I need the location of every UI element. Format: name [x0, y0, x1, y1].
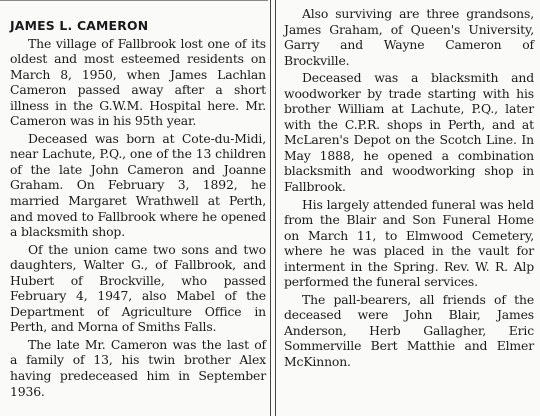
paragraph-children: Of the union came two sons and two daughters, Walter G., of Fallbrook, and Hubert of Brockville, who passed February 4, 1947, also Mabel of the Department of Agriculture Office in Perth, and Morna of Smiths Falls.: [10, 241, 266, 335]
obituary-headline: JAMES L. CAMERON: [10, 18, 149, 33]
paragraph-funeral: His largely attended funeral was held from the Blair and Son Funeral Home on March 11, to Elmwood Cemetery, where he was placed in the vault for interment in the Spring. Rev. W. R. Alp performed the funeral services.: [284, 196, 534, 290]
paragraph-pallbearers: The pall-bearers, all friends of the deceased were John Blair, James Anderson, Herb Gallagher, Eric Sommerville Bert Matthie and Elmer McKinnon.: [284, 291, 534, 370]
paragraph-trade: Deceased was a blacksmith and woodworker by trade starting with his brother William at Lachute, P.Q., later with the C.P.R. shops in Perth, and at McLaren's Depot on the Scotch Line. In May 1888, he opened a combination blacksmith and woodworking shop in Fallbrook.: [284, 70, 534, 195]
paragraph-grandsons: Also surviving are three grandsons, James Graham, of Queen's University, Garry and Wayne Cameron of Brockville.: [284, 6, 534, 68]
column-divider-left: [270, 0, 271, 416]
paragraph-family: The late Mr. Cameron was the last of a family of 13, his twin brother Alex having predeceased him in September 1936.: [10, 336, 266, 399]
right-column: [284, 6, 534, 372]
paragraph-intro: The village of Fallbrook lost one of its oldest and most esteemed residents on March 8, 1950, when James Lachlan Cameron passed away after a short illness in the G.W.M. Hospital here. Mr. Cameron was in his 95th year.: [10, 35, 266, 129]
paragraph-birth: Deceased was born at Cote-du-Midi, near Lachute, P.Q., one of the 13 children of the late John Cameron and Joanne Graham. On February 3, 1892, he married Margaret Wrathwell at Perth, and moved to Fallbrook where he opened a blacksmith shop.: [10, 130, 266, 240]
top-rule: [0, 0, 268, 1]
left-column: [10, 6, 266, 401]
column-divider-right: [275, 0, 276, 416]
